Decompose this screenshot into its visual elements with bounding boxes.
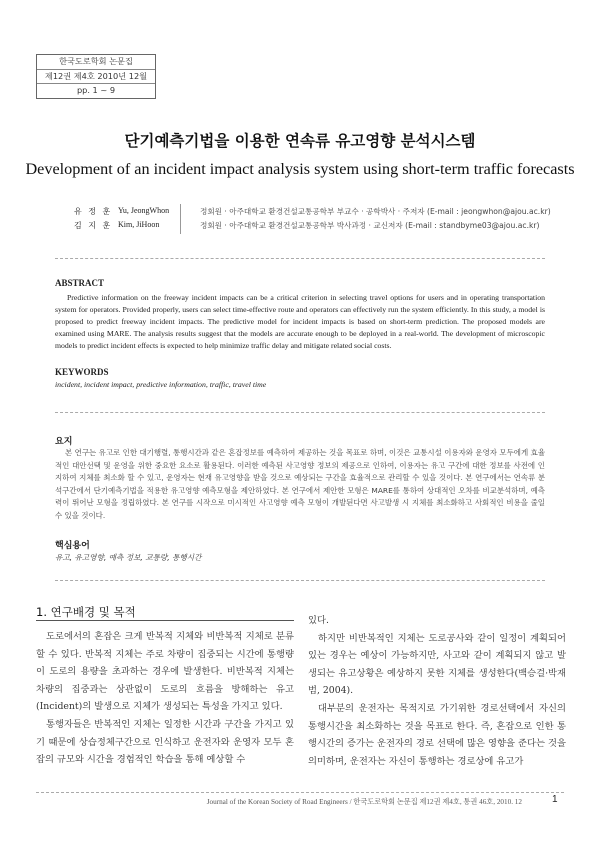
abstract-heading: ABSTRACT (55, 278, 105, 288)
author-name-english: Kim, JiHoon (118, 220, 160, 229)
page-number: 1 (552, 794, 558, 805)
section-title: 1. 연구배경 및 목적 (36, 605, 136, 619)
journal-volume: 제12권 제4호 2010년 12월 (37, 70, 155, 85)
korean-keywords-heading: 핵심용어 (55, 541, 90, 551)
summary-text: 본 연구는 유고로 인한 대기행렬, 통행시간과 같은 혼잡정보를 예측하여 제공하는 것을 목표로 하며, 이것은 교통시설 이용자와 운영자 모두에게 효율적인 대안선택 및 운영을 위한 중요한 요소로 활용된다. 이러한 예측된 사고영향 정보의 제공으로 인하여, 이용자는 유고 구간에 대한 정보를 사전에 인지하여 지체를 최소화 할 수 있고, 운영자는 현재 유고영향을 받을 것으로 예상되는 구간을 효율적으로 관리할 수 있을 것이다. 본 연구에서는 연속류 분석구간에서 단기예측기법을 적용한 유고영향 예측모형을 제안하였다. 본 연구에서 제안한 모형은 MARE를 통하여 상대적인 오차를 비교분석하며, 예측력이 뛰어난 모형을 정립하였다. 본 연구를 시작으로 미시적인 사고영향 예측 모형이 개발된다면 사고발생 시 지체를 최소화하고 사회적인 비용을 줄일 수 있을 것이다. (55, 448, 545, 520)
author-divider (180, 204, 181, 234)
divider (55, 412, 545, 413)
keywords-heading: KEYWORDS (55, 367, 109, 377)
paper-title-english: Development of an incident impact analysis system using short-term traffic forecasts (25, 160, 575, 178)
paper-title-korean: 단기예측기법을 이용한 연속류 유고영향 분석시스템 (124, 132, 476, 150)
body-paragraph-continued: 있다. (308, 615, 329, 626)
section-underline (36, 620, 294, 621)
author-name-english: Yu, JeongWhon (118, 206, 170, 215)
author-name-korean: 유 정 훈 (74, 207, 113, 216)
body-column-right (308, 612, 566, 770)
abstract-text: Predictive information on the freeway incident impacts can be a critical criterion in selecting travel options for users and in operating transportation system for operators. Provided properly, users can select time-effective route and operators can effectively run the system efficiently. In this study, a model is proposed to predict freeway incident impacts. The predictive model for incident impacts is based on short-term prediction. The proposed models are examined using MARE. The analysis results suggest that the models are accurate enough to be deployed in a real-world. The development of microscopic models to predict incident effects is expected to help minimize traffic delay and mitigate related social costs. (55, 293, 545, 351)
body-paragraph: 대부분의 운전자는 목적지로 가기위한 경로선택에서 자신의 통행시간을 최소화하는 것을 목표로 한다. 즉, 혼잡으로 인한 통행시간의 증가는 운전자의 경로 선택에 많은 영향을 준다는 것을 의미하며, 운전자는 자신이 통행하는 경로상에 유고가 (308, 702, 566, 767)
keywords-text: incident, incident impact, predictive information, traffic, travel time (55, 380, 267, 389)
summary-heading: 요지 (55, 437, 73, 447)
journal-info-box (36, 54, 156, 99)
journal-pages: pp. 1 ~ 9 (76, 85, 116, 95)
journal-name: 한국도로학회 논문집 (37, 55, 155, 70)
body-column-left (36, 628, 294, 769)
korean-keywords-text: 유고, 유고영향, 예측 정보, 교통량, 통행시간 (55, 553, 202, 562)
body-paragraph: 하지만 비반복적인 지체는 도로공사와 같이 일정이 계획되어 있는 경우는 예상이 가능하지만, 사고와 같이 계획되지 않고 발생되는 유고상황은 예상하지 못한 지체를 생성한다(백승걸·박재범, 2004). (308, 632, 566, 697)
divider (55, 580, 545, 581)
author-affiliation: 정회원 · 아주대학교 환경건설교통공학부 박사과정 · 교신저자 (E-mail : standbyme03@ajou.ac.kr) (200, 221, 540, 230)
author-name-korean: 김 지 훈 (74, 221, 113, 230)
author-affiliation: 정회원 · 아주대학교 환경건설교통공학부 부교수 · 공학박사 · 주저자 (E-mail : jeongwhon@ajou.ac.kr) (200, 207, 551, 216)
body-paragraph: 도로에서의 혼잡은 크게 반복적 지체와 비반복적 지체로 분류할 수 있다. 반복적 지체는 주로 차량이 집중되는 시간에 통행량이 도로의 용량을 초과하는 경우에 발생한다. 비반복적 지체는 차량의 집중과는 상관없이 도로의 흐름을 방해하는 유고(Incident)의 발생으로 지체가 생성되는 특성을 가지고 있다. (36, 631, 294, 713)
footer-citation: Journal of the Korean Society of Road Engineers / 한국도로학회 논문집 제12권 제4호, 통권 46호, 2010. 12 (206, 798, 522, 806)
body-paragraph: 통행자들은 반복적인 지체는 일정한 시간과 구간을 가지고 있기 때문에 상습정체구간으로 인식하고 운전자와 운영자 모두 혼잡의 규모와 시간을 경험적인 학습을 통해 예상할 수 (36, 718, 294, 766)
divider (55, 258, 545, 259)
footer-divider (36, 792, 564, 793)
